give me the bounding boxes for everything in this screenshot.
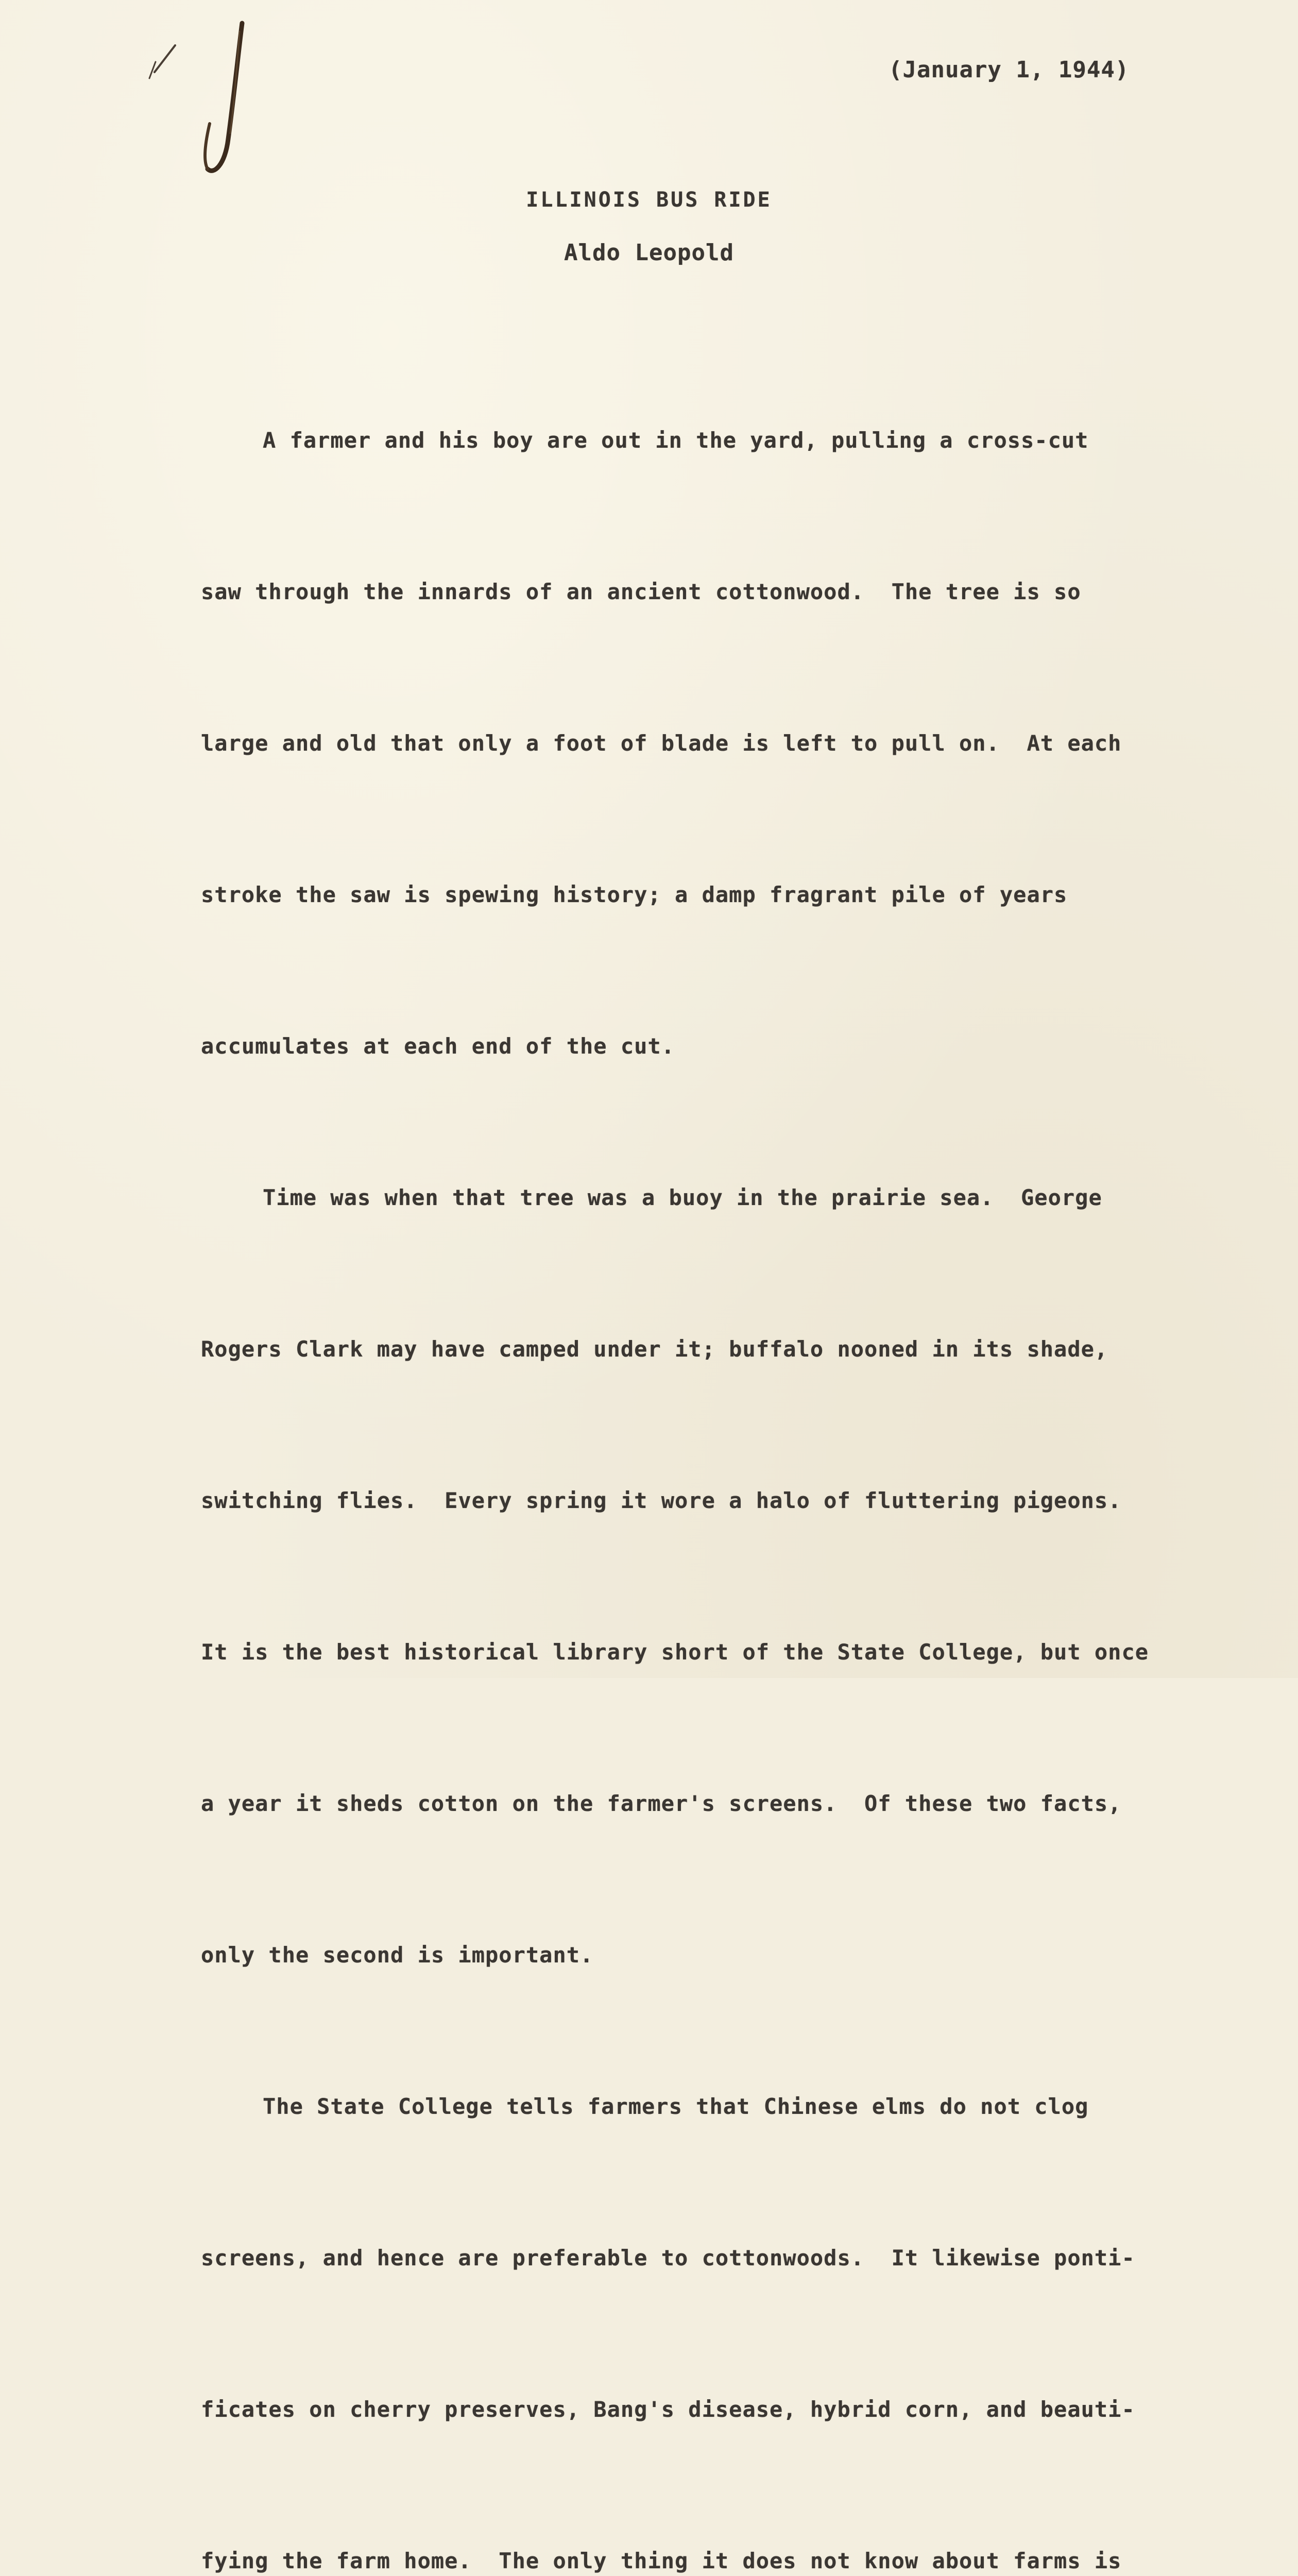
text-line: a year it sheds cotton on the farmer's screens. Of these two facts, — [201, 1791, 1122, 1816]
text-line: ficates on cherry preserves, Bang's disease, hybrid corn, and beauti- — [201, 2397, 1135, 2422]
text-line: switching flies. Every spring it wore a halo of fluttering pigeons. — [201, 1488, 1122, 1513]
text-line: saw through the innards of an ancient cottonwood. The tree is so — [201, 579, 1081, 604]
text-line: fying the farm home. The only thing it does not know about farms is — [201, 2548, 1122, 2573]
body-text — [201, 314, 1210, 2576]
text-line: It is the best historical library short of the State College, but once — [201, 1639, 1149, 1665]
text-line: Time was when that tree was a buoy in the prairie sea. George — [263, 1185, 1102, 1210]
document-date: (January 1, 1944) — [889, 57, 1130, 83]
text-line: A farmer and his boy are out in the yard, pulling a cross-cut — [263, 428, 1089, 453]
document-author: Aldo Leopold — [564, 240, 734, 266]
text-line: screens, and hence are preferable to cottonwoods. It likewise ponti- — [201, 2245, 1135, 2270]
text-line: accumulates at each end of the cut. — [201, 1033, 675, 1059]
text-line: large and old that only a foot of blade is left to pull on. At each — [201, 731, 1122, 756]
paperclip-rust-mark — [203, 21, 265, 191]
text-line: Rogers Clark may have camped under it; buffalo nooned in its shade, — [201, 1336, 1108, 1362]
text-line: stroke the saw is spewing history; a damp fragrant pile of years — [201, 882, 1068, 907]
pencil-tick-mark — [144, 41, 180, 82]
text-line: The State College tells farmers that Chinese elms do not clog — [263, 2094, 1089, 2119]
text-line: only the second is important. — [201, 1942, 594, 1968]
document-title: ILLINOIS BUS RIDE — [526, 188, 772, 212]
